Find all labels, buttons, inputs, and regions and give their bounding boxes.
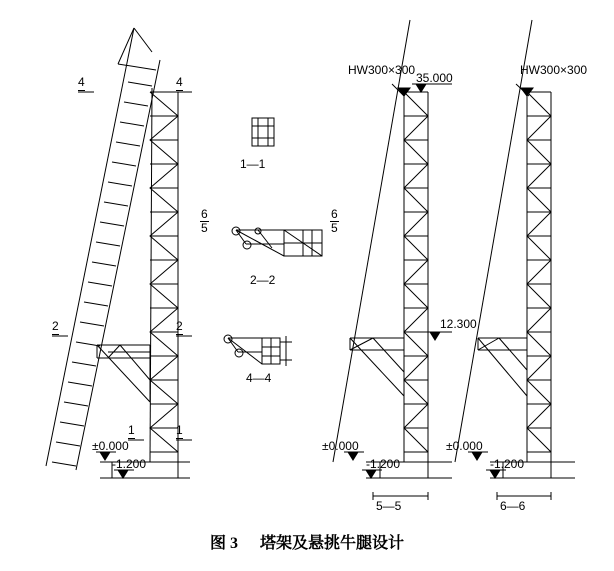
left-level-zero: ±0.000	[92, 439, 129, 453]
section-2-2-marker-left: $\frac{6}{5}$	[201, 207, 208, 235]
section-2-2-marker-right: $\frac{6}{5}$	[331, 207, 338, 235]
figure-caption-title: 塔架及悬挑牛腿设计	[260, 535, 405, 552]
section-5-5-label: 5—5	[376, 499, 402, 513]
section-1-1-drawing	[252, 118, 274, 146]
member-label-hw-5-5: HW300×300	[348, 63, 416, 77]
figure-caption	[0, 530, 614, 553]
section-marker-1-left: 1	[128, 423, 135, 437]
section-2-2-label: 2—2	[250, 273, 276, 287]
section-marker-2-left: 2	[52, 319, 59, 333]
level-35-000: 35.000	[416, 71, 453, 85]
section-marker-2-right: 2	[176, 319, 183, 333]
section-2-2-drawing	[232, 227, 322, 256]
section-6-6-label: 6—6	[500, 499, 526, 513]
level-zero-5-5: ±0.000	[322, 439, 359, 453]
section-marker-1-right: 1	[176, 423, 183, 437]
section-marker-4-left: 4	[78, 75, 85, 89]
section-marker-4-right: 4	[176, 75, 183, 89]
level-zero-6-6: ±0.000	[446, 439, 483, 453]
section-6-6-drawing	[455, 20, 575, 500]
left-elevation-tower	[46, 28, 190, 478]
figure-caption-number: 图 3	[209, 535, 238, 552]
level-minus-5-5: -1.200	[366, 457, 401, 471]
section-4-4-label: 4—4	[246, 371, 272, 385]
section-1-1-label: 1—1	[240, 157, 266, 171]
section-4-4-drawing	[224, 335, 292, 366]
section-5-5-drawing	[333, 20, 452, 500]
member-label-hw-6-6: HW300×300	[520, 63, 588, 77]
level-minus-6-6: -1.200	[490, 457, 525, 471]
level-12-300: 12.300	[440, 317, 477, 331]
left-level-minus: -1.200	[112, 457, 147, 471]
